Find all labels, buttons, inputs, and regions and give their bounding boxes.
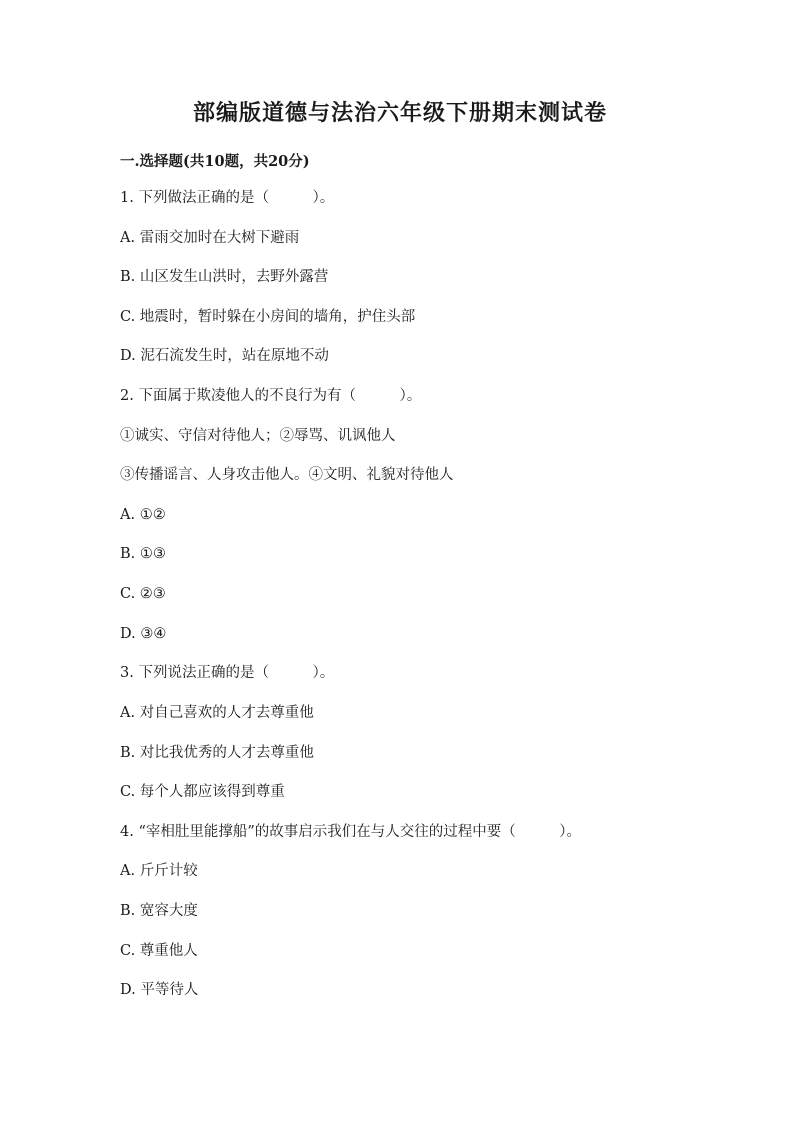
question-2-option-b: B. ①③ — [120, 546, 166, 562]
question-2-option-d: D. ③④ — [120, 626, 167, 642]
question-4-option-b: B. 宽容大度 — [120, 903, 198, 919]
question-4-option-c: C. 尊重他人 — [120, 943, 198, 959]
question-2-option-a: A. ①② — [120, 507, 166, 523]
question-2-statement-1: ①诚实、守信对待他人；②辱骂、讥讽他人 — [120, 428, 396, 444]
question-1-option-c: C. 地震时，暂时躲在小房间的墙角，护住头部 — [120, 309, 416, 325]
question-2-stem: 2. 下面属于欺凌他人的不良行为有（ ）。 — [120, 388, 422, 404]
question-3-option-a: A. 对自己喜欢的人才去尊重他 — [120, 705, 314, 721]
page-title: 部编版道德与法治六年级下册期末测试卷 — [192, 100, 607, 126]
question-3-option-c: C. 每个人都应该得到尊重 — [120, 784, 285, 800]
question-2-statement-2: ③传播谣言、人身攻击他人。④文明、礼貌对待他人 — [120, 467, 454, 483]
question-1-option-d: D. 泥石流发生时，站在原地不动 — [120, 348, 329, 364]
question-2-option-c: C. ②③ — [120, 586, 166, 602]
question-1-option-b: B. 山区发生山洪时，去野外露营 — [120, 269, 329, 285]
question-1-stem: 1. 下列做法正确的是（ ）。 — [120, 190, 335, 206]
section-heading: 一.选择题(共10题，共20分) — [120, 153, 310, 170]
question-4-option-d: D. 平等待人 — [120, 982, 199, 998]
question-4-stem: 4. “宰相肚里能撑船”的故事启示我们在与人交往的过程中要（ ）。 — [120, 824, 582, 840]
question-3-option-b: B. 对比我优秀的人才去尊重他 — [120, 745, 314, 761]
question-3-stem: 3. 下列说法正确的是（ ）。 — [120, 665, 335, 681]
question-1-option-a: A. 雷雨交加时在大树下避雨 — [120, 230, 300, 246]
question-4-option-a: A. 斤斤计较 — [120, 863, 198, 879]
